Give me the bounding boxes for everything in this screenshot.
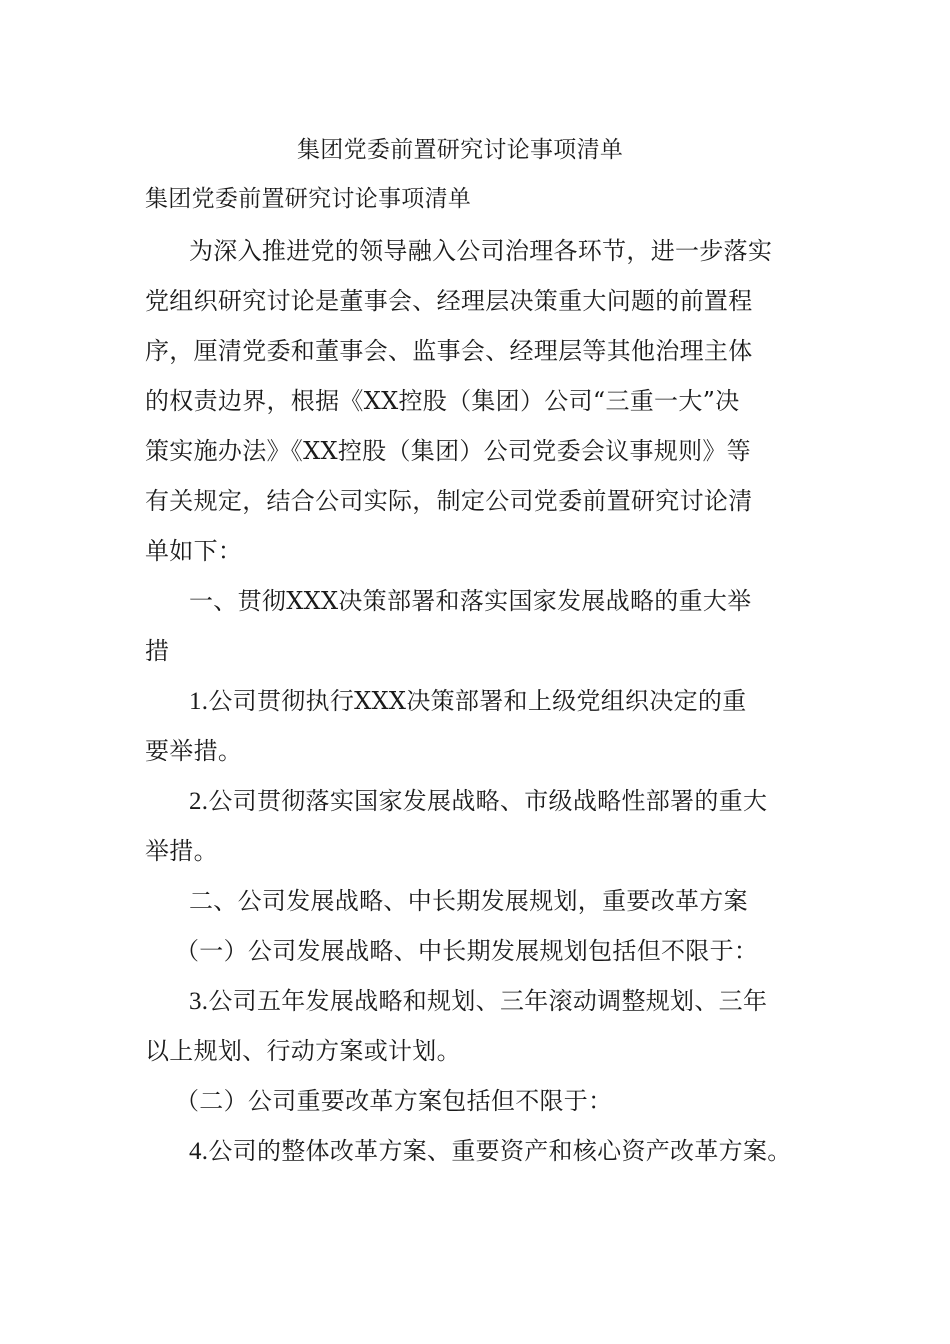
item-4-number: 4. — [189, 1138, 209, 1165]
item-3-continuation: 以上规划、行动方案或计划。 — [145, 1037, 461, 1065]
document-subtitle: 集团党委前置研究讨论事项清单 — [145, 186, 472, 212]
item-3 — [189, 986, 767, 1017]
item-2 — [189, 786, 767, 817]
section2-sub-2: （二）公司重要改革方案包括但不限于： — [175, 1087, 613, 1115]
item-2-continuation: 举措。 — [145, 837, 218, 865]
intro-line-1: 为深入推进党的领导融入公司治理各环节，进一步落实 — [189, 237, 773, 265]
section1-heading-line-1: 一、贯彻XXX决策部署和落实国家发展战略的重大举 — [189, 587, 752, 615]
item-4 — [189, 1136, 792, 1167]
intro-line-2: 党组织研究讨论是董事会、经理层决策重大问题的前置程 — [145, 287, 753, 315]
intro-line-4: 的权责边界，根据《XX控股（集团）公司“三重一大”决 — [145, 387, 740, 415]
section1-heading-line-2: 措 — [145, 637, 170, 665]
intro-line-3: 序，厘清党委和董事会、监事会、经理层等其他治理主体 — [145, 337, 753, 365]
intro-line-7: 单如下： — [145, 537, 243, 565]
item-1-text: 公司贯彻执行XXX决策部署和上级党组织决定的重 — [208, 687, 747, 715]
document-title: 集团党委前置研究讨论事项清单 — [297, 137, 624, 163]
item-4-text: 公司的整体改革方案、重要资产和核心资产改革方案。 — [208, 1137, 792, 1165]
item-2-number: 2. — [189, 788, 209, 815]
item-1-continuation: 要举措。 — [145, 737, 243, 765]
item-1-number: 1. — [189, 688, 209, 715]
intro-line-5: 策实施办法》《XX控股（集团）公司党委会议事规则》等 — [145, 437, 751, 465]
item-3-text: 公司五年发展战略和规划、三年滚动调整规划、三年 — [208, 987, 768, 1015]
item-2-text: 公司贯彻落实国家发展战略、市级战略性部署的重大 — [208, 787, 768, 815]
item-1 — [189, 686, 747, 717]
section2-sub-1: （一）公司发展战略、中长期发展规划包括但不限于： — [175, 937, 759, 965]
intro-line-6: 有关规定，结合公司实际，制定公司党委前置研究讨论清 — [145, 487, 753, 515]
item-3-number: 3. — [189, 988, 209, 1015]
section2-heading: 二、公司发展战略、中长期发展规划，重要改革方案 — [189, 887, 748, 915]
